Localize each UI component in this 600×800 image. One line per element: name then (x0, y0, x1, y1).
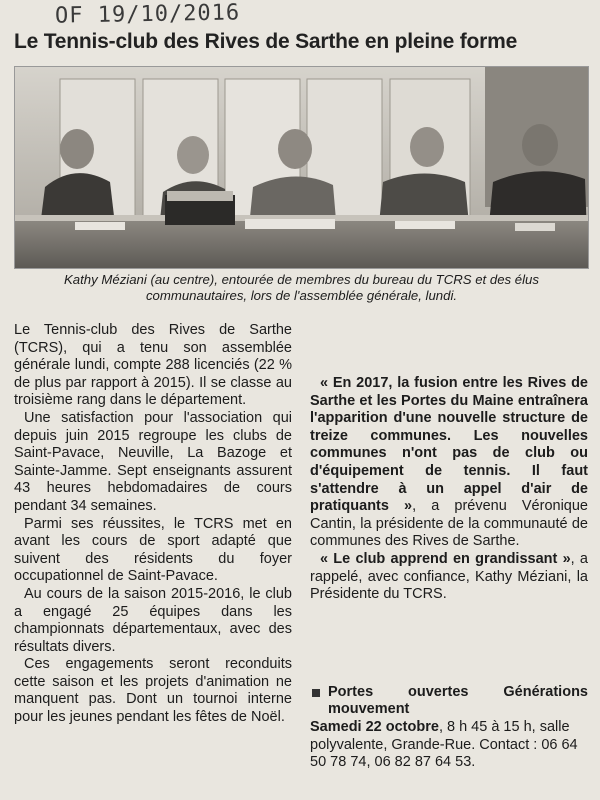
square-bullet-icon (312, 689, 320, 697)
info-box-date: Samedi 22 octobre (310, 718, 439, 735)
quote-1-attribution: , a prévenu Véronique Cantin, la présidente de la communauté de communes des Rives de Sarthe. (310, 498, 588, 550)
info-box-details: , 8 h 45 à 15 h, salle polyvalente, Grande-Rue. Contact : 06 64 50 78 74, 06 82 87 64 53. (310, 718, 578, 771)
info-box (310, 676, 588, 772)
handwritten-date-note: OF 19/10/2016 (54, 0, 241, 29)
article-paragraph-2: Une satisfaction pour l'association qui depuis juin 2015 regroupe les clubs de Saint-Pavace, Neuville, La Bazoge et Sainte-Jamme. Sept enseignants assurent 43 heures hebdomadaires de cours pendant 34 semaines. (14, 409, 292, 514)
meeting-photo-illustration (15, 67, 588, 268)
article-headline: Le Tennis-club des Rives de Sarthe en pleine forme (14, 30, 518, 53)
quote-2-attribution: , a rappelé, avec confiance, Kathy Méziani, la Présidente du TCRS. (310, 550, 588, 603)
quote-2-bold: « Le club apprend en grandissant » (320, 550, 571, 567)
photo-caption: Kathy Méziani (au centre), entourée de membres du bureau du TCRS et des élus communautaires, lors de l'assemblée générale, lundi. (63, 272, 539, 303)
info-box-title: Portes ouvertes Générations mouvement (328, 683, 588, 718)
article-photo (14, 66, 589, 269)
article-paragraph-4: Au cours de la saison 2015-2016, le club a engagé 25 équipes dans les championnats départementaux, avec des résultats divers. (14, 585, 292, 655)
info-box-body (310, 719, 588, 772)
article-column-right (310, 375, 588, 772)
article-column-left (14, 322, 292, 727)
article-paragraph-1: Le Tennis-club des Rives de Sarthe (TCRS), qui a tenu son assemblée générale lundi, compte 288 licenciés (22 % de plus par rapport à 2015). Il se classe au troisième rang dans le département. (14, 322, 292, 409)
article-quote-paragraph-1 (310, 375, 588, 551)
info-box-title-row (310, 684, 588, 719)
quote-1-bold: « En 2017, la fusion entre les Rives de Sarthe et les Portes du Maine entraînera l'apparition d'une nouvelle structure de treize communes. Les nouvelles communes n'ont pas de club ou d'équipement de tennis. Il faut s'attendre à un appel d'air de pratiquants » (310, 375, 588, 515)
article-paragraph-3: Parmi ses réussites, le TCRS met en avant les cours de sport adapté que suivent des résidents du foyer occupationnel de Saint-Pavace. (14, 515, 292, 585)
article-quote-paragraph-2 (310, 551, 588, 604)
article-paragraph-5: Ces engagements seront reconduits cette saison et les projets d'animation ne manquent pas. Dont un tournoi interne pour les jeunes pendant les fêtes de Noël. (14, 656, 292, 726)
